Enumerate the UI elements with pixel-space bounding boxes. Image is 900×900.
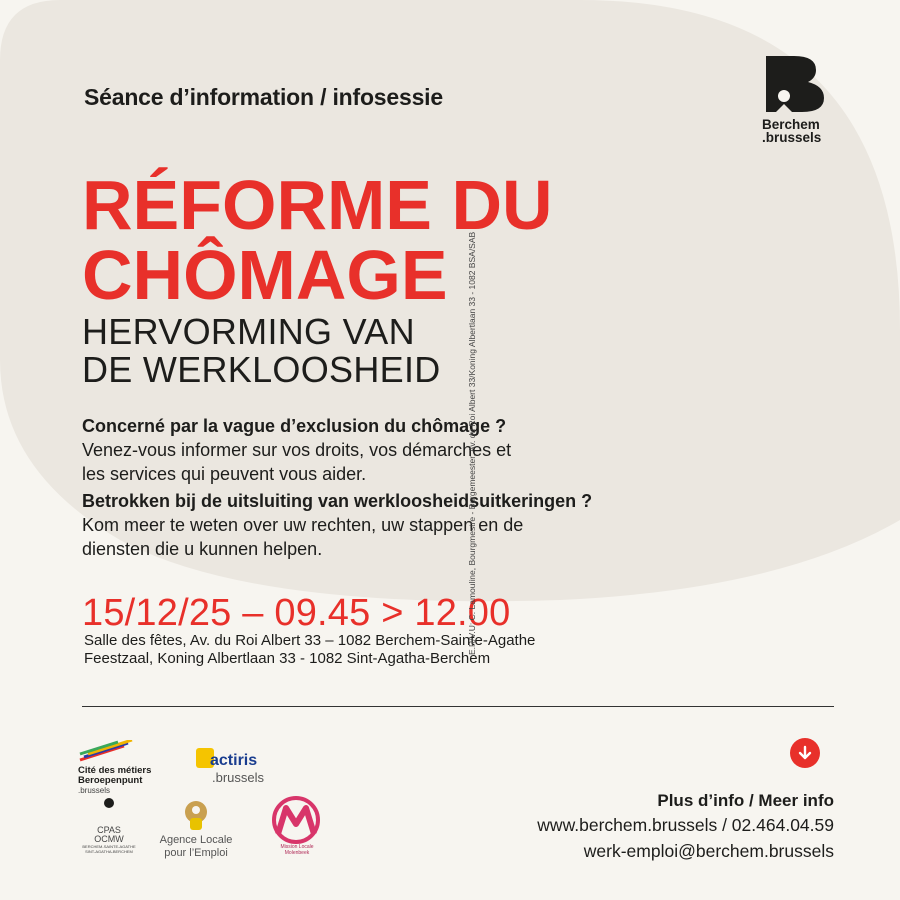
arrow-down-button[interactable] <box>790 738 820 768</box>
berchem-logo <box>762 56 838 144</box>
cite-line1: Cité des métiers <box>78 765 152 776</box>
title-fr-line2: CHÔMAGE <box>82 236 448 314</box>
ale-line1: Agence Locale <box>159 834 233 846</box>
title-nl-line1: HERVORMING VAN <box>82 311 415 352</box>
cite-des-metiers-logo <box>78 740 178 795</box>
event-datetime: 15/12/25 – 09.45 > 12.00 <box>82 592 511 634</box>
title-fr-line1: RÉFORME DU <box>82 166 553 244</box>
ale-logo <box>148 800 244 860</box>
contact-web-phone[interactable]: www.berchem.brussels / 02.464.04.59 <box>537 815 834 835</box>
cpas-line2: OCMW <box>94 834 124 844</box>
cpas-line3: BERCHEM-SAINTE-AGATHE <box>82 844 136 849</box>
ale-pin-icon <box>182 800 210 834</box>
event-type-label: Séance d’information / infosessie <box>84 84 443 110</box>
mission-locale-m-icon <box>252 794 342 844</box>
fr-lead: Concerné par la vague d’exclusion du chômage ? <box>82 416 507 436</box>
actiris-line2: .brussels <box>212 770 265 785</box>
cpas-figure-icon <box>89 796 129 826</box>
cpas-line1: CPAS <box>97 825 121 835</box>
publisher-note: E.R/V.U: C. Lamouline, Bourgmestre - Burgemeester, Av. du Roi Albert 33/Koning Albertlaan 33 - 1082 BSA/SAB <box>466 231 477 655</box>
logo-line2: .brussels <box>762 130 822 145</box>
title-french <box>82 166 553 314</box>
cite-stripes-icon <box>78 740 136 762</box>
actiris-logo <box>196 748 306 785</box>
nl-text-line1: Kom meer te weten over uw rechten, uw stappen en de <box>82 515 524 535</box>
mission-line2: Molenbeek <box>284 850 310 856</box>
contact-info <box>537 790 834 864</box>
mission-locale-logo <box>252 794 342 858</box>
arrow-down-icon <box>797 745 813 761</box>
divider <box>82 706 834 707</box>
fr-text-line1: Venez-vous informer sur vos droits, vos démarches et <box>82 440 512 460</box>
mission-line1: Mission Locale <box>280 844 314 850</box>
ale-line2: pour l’Emploi <box>164 847 228 859</box>
fr-text-line2: les services qui peuvent vous aider. <box>82 464 367 484</box>
logo-line1: Berchem <box>762 117 820 132</box>
contact-heading: Plus d’info / Meer info <box>657 791 834 810</box>
cpas-line4: SINT-AGATHA-BERCHEM <box>85 849 133 854</box>
nl-lead: Betrokken bij de uitsluiting van werkloosheidsuitkeringen ? <box>82 491 593 511</box>
venue-nl: Feestzaal, Koning Albertlaan 33 - 1082 Sint-Agatha-Berchem <box>84 650 491 667</box>
title-nl-line2: DE WERKLOOSHEID <box>82 349 441 390</box>
venue-fr: Salle des fêtes, Av. du Roi Albert 33 – 1082 Berchem-Sainte-Agathe <box>84 632 536 649</box>
paragraph-french <box>82 414 782 486</box>
title-dutch <box>82 313 441 389</box>
berchem-b-icon <box>764 56 828 112</box>
cite-line2: Beroepenpunt <box>78 775 143 786</box>
contact-email[interactable]: werk-emploi@berchem.brussels <box>583 841 834 861</box>
actiris-line1: actiris <box>210 752 258 769</box>
cite-line3: .brussels <box>78 786 111 795</box>
paragraph-dutch <box>82 489 782 561</box>
nl-text-line2: diensten die u kunnen helpen. <box>82 539 323 559</box>
cpas-logo <box>76 796 142 854</box>
